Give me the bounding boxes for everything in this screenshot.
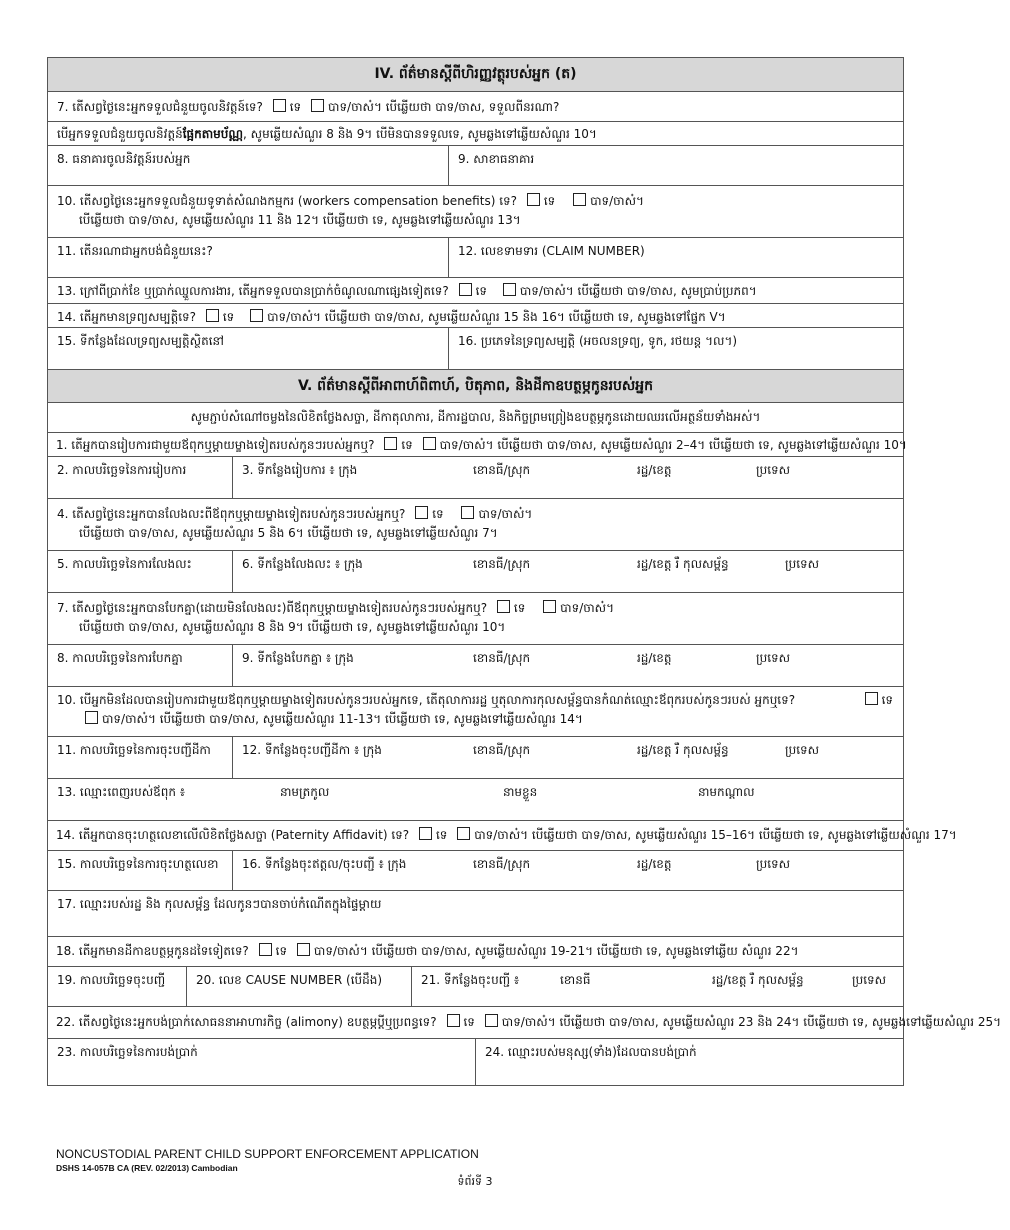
iv-q16-field[interactable] xyxy=(448,328,903,369)
v-q11-q12-row xyxy=(48,736,903,778)
v-q21-label: 21. ទីកន្លែងចុះបញ្ជី ៖ xyxy=(421,973,520,987)
iv-q11-field[interactable] xyxy=(48,238,448,277)
v-q14-row xyxy=(48,820,957,850)
iv-q14-if: បើឆ្លើយថា បាទ/ចាស, សូមឆ្លើយសំណួរ 15 និង 16។ បើឆ្លើយថា ទេ, សូមឆ្លងទៅផ្នែក V។ xyxy=(324,310,726,324)
v-q9-field[interactable] xyxy=(232,645,903,686)
v-q10-label: 10. បើអ្នកមិនដែលបានរៀបការជាមួយឪពុកឬម្ដាយម្ខាងទៀតរបស់កូនៗរបស់អ្នកទេ, តើតុលាការរដ្ឋ ឬតុលាការកុលសម្ព័ន្ធបានកំណត់ឈ្មោះឪពុករបស់កូនៗរបស់ អ្នកឬទេ? xyxy=(57,693,796,707)
no-label: ទេ xyxy=(435,828,448,842)
v-q14-yes-checkbox[interactable] xyxy=(457,827,470,840)
yes-label: បាទ/ចាស៎។ xyxy=(102,712,156,726)
v-q1-yes-checkbox[interactable] xyxy=(423,437,436,450)
v-q1-row xyxy=(48,432,907,456)
v-q4-no-checkbox[interactable] xyxy=(415,506,428,519)
v-q7-row xyxy=(48,592,903,644)
v-q24-field[interactable] xyxy=(475,1039,903,1085)
section-v-header xyxy=(48,369,903,402)
v-q6-country: ប្រទេស xyxy=(785,557,820,571)
v-q3-field[interactable] xyxy=(232,457,903,498)
iv-q7-note-row xyxy=(48,121,903,145)
yes-label: បាទ/ចាស៎។ xyxy=(474,828,529,842)
v-q15-field[interactable] xyxy=(48,851,232,890)
v-q7-label: 7. តើសព្វថ្ងៃនេះអ្នកបានបែកគ្នា(ដោយមិនលែងលះ)ពីឪពុកឬម្ដាយម្ខាងទៀតរបស់កូនៗរបស់អ្នកឬ? xyxy=(57,601,488,615)
v-q8-label: 8. កាលបរិច្ឆេទនៃការបែកគ្នា xyxy=(57,651,183,665)
iv-q14-label: 14. តើអ្នកមានទ្រព្យសម្បត្តិទេ? xyxy=(57,310,197,324)
v-q16-label: 16. ទីកន្លែងចុះឥត្ដល/ចុះបញ្ជី ៖ ក្រុង xyxy=(242,857,407,871)
section-iv-title: IV. ព័ត៌មានស្ដីពីហិរញ្ញវត្ថុរបស់អ្នក (ត) xyxy=(374,66,577,82)
iv-q7-yes-checkbox[interactable] xyxy=(311,99,324,112)
iv-q10-yes-checkbox[interactable] xyxy=(573,193,586,206)
v-q11-field[interactable] xyxy=(48,737,232,778)
v-q23-label: 23. កាលបរិច្ឆេទនៃការបង់ប្រាក់ xyxy=(57,1045,198,1059)
v-q6-label: 6. ទីកន្លែងលែងលះ ៖ ក្រុង xyxy=(242,557,363,571)
iv-q15-q16-row xyxy=(48,327,903,369)
iv-q10-if: បើឆ្លើយថា បាទ/ចាស, សូមឆ្លើយសំណួរ 11 និង 12។ បើឆ្លើយថា ទេ, សូមឆ្លងទៅឆ្លើយសំណួរ 13។ xyxy=(79,213,521,227)
v-q13-label: 13. ឈ្មោះពេញរបស់ឪពុក ៖ xyxy=(57,785,186,799)
iv-q13-row xyxy=(48,277,903,303)
iv-q7-row xyxy=(48,91,903,121)
v-q12-state-tribe: រដ្ឋ/ខេត្ត រឺ កុលសម្ព័ន្ធ xyxy=(637,743,729,757)
v-q6-state-tribe: រដ្ឋ/ខេត្ត រឺ កុលសម្ព័ន្ធ xyxy=(637,557,729,571)
yes-label: បាទ/ចាស៎។ xyxy=(560,601,615,615)
v-q3-label: 3. ទីកន្លែងរៀបការ ៖ ក្រុង xyxy=(242,463,358,477)
iv-q7-label: 7. តើសព្វថ្ងៃនេះអ្នកទទួលជំនួយចូលនិវត្តន៍ទេ? xyxy=(57,100,263,114)
v-q13-middle-name: នាមកណ្ដាល xyxy=(698,785,755,799)
yes-label: បាទ/ចាស៎។ xyxy=(267,310,321,324)
yes-label: បាទ/ចាស៎។ xyxy=(501,1015,556,1029)
v-q9-state: រដ្ឋ/ខេត្ត xyxy=(637,651,672,665)
v-q10-no-checkbox[interactable] xyxy=(865,692,878,705)
no-label: ទេ xyxy=(401,438,413,452)
v-q17-field[interactable] xyxy=(48,891,903,936)
v-q8-field[interactable] xyxy=(48,645,232,686)
iv-q13-no-checkbox[interactable] xyxy=(459,283,472,296)
v-q9-label: 9. ទីកន្លែងបែកគ្នា ៖ ក្រុង xyxy=(242,651,354,665)
v-q19-label: 19. កាលបរិច្ឆេទចុះបញ្ជី xyxy=(57,973,166,987)
form-title: NONCUSTODIAL PARENT CHILD SUPPORT ENFORCEMENT APPLICATION xyxy=(56,1147,479,1161)
v-q22-if: បើឆ្លើយថា បាទ/ចាស, សូមឆ្លើយសំណួរ 23 និង 24។ បើឆ្លើយថា ទេ, សូមឆ្លងទៅឆ្លើយសំណួរ 25។ xyxy=(559,1015,1002,1029)
yes-label: បាទ/ចាស៎។ xyxy=(328,100,382,114)
v-q3-country: ប្រទេស xyxy=(756,463,791,477)
v-q22-yes-checkbox[interactable] xyxy=(485,1014,498,1027)
yes-label: បាទ/ចាស៎។ xyxy=(313,944,368,958)
v-q16-field[interactable] xyxy=(232,851,903,890)
v-q13-last-name: នាមត្រកូល xyxy=(280,785,330,799)
v-q15-q16-row xyxy=(48,850,903,890)
v-q10-row xyxy=(48,686,903,736)
v-q19-field[interactable] xyxy=(48,967,186,1006)
v-q2-label: 2. កាលបរិច្ឆេទនៃការរៀបការ xyxy=(57,463,187,477)
v-q6-field[interactable] xyxy=(232,551,903,592)
v-q24-label: 24. ឈ្មោះរបស់មនុស្ស(ទាំង)ដែលបានបង់ប្រាក់ xyxy=(485,1045,697,1059)
v-q5-label: 5. កាលបរិច្ឆេទនៃការលែងលះ xyxy=(57,557,192,571)
iv-q9-label: 9. សាខាធនាគារ xyxy=(458,152,535,166)
iv-q7-no-checkbox[interactable] xyxy=(273,99,286,112)
v-q13-field[interactable] xyxy=(48,779,903,820)
iv-q13-yes-checkbox[interactable] xyxy=(503,283,516,296)
v-q4-yes-checkbox[interactable] xyxy=(461,506,474,519)
iv-q10-label: 10. តើសព្វថ្ងៃនេះអ្នកទទួលជំនួយទូទាត់សំណងកម្មករ (workers compensation benefits) ទេ? xyxy=(57,194,517,208)
v-q20-field[interactable] xyxy=(186,967,411,1006)
section-v-title: V. ព័ត៌មានស្ដីពីអាពាហ៍ពិពាហ៍, បិតុភាព, និងដីកាឧបត្ថម្ភកូនរបស់អ្នក xyxy=(297,377,654,394)
v-q12-field[interactable] xyxy=(232,737,903,778)
v-q3-county: ខោនធី/ស្រុក xyxy=(473,463,531,477)
v-q20-label: 20. លេខ CAUSE NUMBER (បើដឹង) xyxy=(196,973,383,987)
v-q18-yes-checkbox[interactable] xyxy=(297,943,310,956)
v-q12-label: 12. ទីកន្លែងចុះបញ្ជីដីកា ៖ ក្រុង xyxy=(242,743,382,757)
iv-q8-field[interactable] xyxy=(48,146,448,185)
iv-q11-label: 11. តើនរណាជាអ្នកបង់ជំនួយនេះ? xyxy=(57,244,213,258)
iv-q11-q12-row xyxy=(48,237,903,277)
v-q13-first-name: នាមខ្លួន xyxy=(503,785,538,799)
v-q22-label: 22. តើសព្វថ្ងៃនេះអ្នកបង់ប្រាក់សោធននាអាហារកិច្ច (alimony) ឧបត្ថម្ភប្ដីឬប្រពន្ធទេ? xyxy=(56,1015,437,1029)
v-q22-row xyxy=(48,1006,1002,1038)
v-q3-state: រដ្ឋ/ខេត្ត xyxy=(637,463,672,477)
v-q18-label: 18. តើអ្នកមានដីកាឧបត្ថម្ភកូនដទៃទៀតទេ? xyxy=(56,944,249,958)
iv-q14-row xyxy=(48,303,903,327)
v-q4-row xyxy=(48,498,903,550)
no-label: ទេ xyxy=(275,944,288,958)
form-table xyxy=(47,57,1002,1086)
v-q4-label: 4. តើសព្វថ្ងៃនេះអ្នកបានលែងលះពីឪពុកឬម្ដាយម្ខាងទៀតរបស់កូនៗរបស់អ្នកឬ? xyxy=(57,507,406,521)
v-q11-label: 11. កាលបរិច្ឆេទនៃការចុះបញ្ជីដីកា xyxy=(57,743,211,757)
v-q5-field[interactable] xyxy=(48,551,232,592)
v-q1-label: 1. តើអ្នកបានរៀបការជាមួយឪពុកឬម្ដាយម្ខាងទៀតរបស់កូនៗរបស់អ្នកឬ? xyxy=(56,438,375,452)
yes-label: បាទ/ចាស៎។ xyxy=(478,507,533,521)
no-label: ទេ xyxy=(463,1015,475,1029)
iv-q16-label: 16. ប្រភេទនៃទ្រព្យសម្បត្តិ (អចលនទ្រព្យ, ទូក, រថយន្ត ។ល។) xyxy=(458,334,738,348)
v-q2-field[interactable] xyxy=(48,457,232,498)
v-q5-q6-row xyxy=(48,550,903,592)
v-q17-row xyxy=(48,890,903,936)
no-label: ទេ xyxy=(289,100,302,114)
iv-q12-field[interactable] xyxy=(448,238,903,277)
v-q1-if: បើឆ្លើយថា បាទ/ចាស, សូមឆ្លើយសំណួរ 2–4។ បើឆ្លើយថា ទេ, សូមឆ្លងទៅឆ្លើយសំណួរ 10។ xyxy=(497,438,907,452)
page-number: ទំព័រទី 3 xyxy=(457,1175,493,1188)
iv-q7-note-b: , សូមឆ្លើយសំណួរ 8 និង 9។ បើមិនបានទទួលទេ, សូមឆ្លងទៅឆ្លើយសំណួរ 10។ xyxy=(243,127,597,141)
iv-q10-no-checkbox[interactable] xyxy=(527,193,540,206)
iv-q8-q9-row xyxy=(48,145,903,185)
no-label: ទេ xyxy=(543,194,556,208)
v-q12-country: ប្រទេស xyxy=(785,743,820,757)
v-q7-if: បើឆ្លើយថា បាទ/ចាស, សូមឆ្លើយសំណួរ 8 និង 9។ បើឆ្លើយថា ទេ, សូមឆ្លងទៅឆ្លើយសំណួរ 10។ xyxy=(79,620,506,634)
iv-q7-if: បើឆ្លើយថា បាទ/ចាស, ទទួលពីនរណា? xyxy=(385,100,560,114)
no-label: ទេ xyxy=(222,310,235,324)
v-q12-county: ខោនធី/ស្រុក xyxy=(473,743,531,757)
v-q23-field[interactable] xyxy=(48,1039,475,1085)
footer xyxy=(56,1147,479,1173)
iv-q15-label: 15. ទីកន្លែងដែលទ្រព្យសម្បត្តិស្ថិតនៅ xyxy=(57,334,224,348)
v-q21-state-tribe: រដ្ឋ/ខេត្ត រឺ កុលសម្ព័ន្ធ xyxy=(712,973,804,987)
v-q6-county: ខោនធី/ស្រុក xyxy=(473,557,531,571)
iv-q12-label: 12. លេខទាមទារ (CLAIM NUMBER) xyxy=(458,244,645,258)
iv-q7-note-a: បើអ្នកទទួលជំនួយចូលនិវត្តន៍ xyxy=(57,127,183,141)
v-q21-field[interactable] xyxy=(411,967,903,1006)
v-q10-if: បើឆ្លើយថា បាទ/ចាស, សូមឆ្លើយសំណួរ 11-13។ បើឆ្លើយថា ទេ, សូមឆ្លងទៅឆ្លើយសំណួរ 14។ xyxy=(159,712,583,726)
v-q21-country: ប្រទេស xyxy=(852,973,887,987)
yes-label: បាទ/ចាស៎។ xyxy=(439,438,494,452)
v-q1-no-checkbox[interactable] xyxy=(384,437,397,450)
v-q16-county: ខោនធី/ស្រុក xyxy=(473,857,531,871)
v-q16-state: រដ្ឋ/ខេត្ត xyxy=(637,857,672,871)
v-q14-if: បើឆ្លើយថា បាទ/ចាស, សូមឆ្លើយសំណួរ 15–16។ បើឆ្លើយថា ទេ, សូមឆ្លងទៅឆ្លើយសំណួរ 17។ xyxy=(531,828,957,842)
v-q21-county: ខោនធី xyxy=(560,973,591,987)
yes-label: បាទ/ចាស៎។ xyxy=(590,194,644,208)
v-q9-county: ខោនធី/ស្រុក xyxy=(473,651,531,665)
v-q15-label: 15. កាលបរិច្ឆេទនៃការចុះហត្ថលេខា xyxy=(57,857,219,871)
v-q19-q21-row xyxy=(48,966,903,1006)
v-q18-no-checkbox[interactable] xyxy=(259,943,272,956)
iv-q9-field[interactable] xyxy=(448,146,903,185)
v-q4-if: បើឆ្លើយថា បាទ/ចាស, សូមឆ្លើយសំណួរ 5 និង 6។ បើឆ្លើយថា ទេ, សូមឆ្លងទៅឆ្លើយសំណួរ 7។ xyxy=(79,526,498,540)
no-label: ទេ xyxy=(513,601,526,615)
section-v-intro-row xyxy=(48,402,903,432)
no-label: ទេ xyxy=(881,693,893,707)
form-code: DSHS 14-057B CA (REV. 02/2013) Cambodian xyxy=(56,1163,238,1173)
v-q18-if: បើឆ្លើយថា បាទ/ចាស, សូមឆ្លើយសំណួរ 19-21។ បើឆ្លើយថា ទេ, សូមឆ្លងទៅឆ្លើយ សំណួរ 22។ xyxy=(371,944,799,958)
iv-q14-no-checkbox[interactable] xyxy=(206,309,219,322)
section-iv-header xyxy=(48,58,903,91)
v-q10-yes-checkbox[interactable] xyxy=(85,711,98,724)
section-v-intro: សូមភ្ជាប់សំណៅចម្លងនៃលិខិតថ្លែងសច្ចា, ដីកាតុលាការ, ដីការដ្ឋបាល, និងកិច្ចព្រមព្រៀងឧបត្ថម្ភកូនដោយឈរលើអត្ថន័យទាំងអស់។ xyxy=(190,410,761,424)
v-q16-country: ប្រទេស xyxy=(756,857,791,871)
v-q7-yes-checkbox[interactable] xyxy=(543,600,556,613)
no-label: ទេ xyxy=(475,284,488,298)
v-q14-label: 14. តើអ្នកបានចុះហត្ថលេខាលើលិខិតថ្លែងសច្ចា (Paternity Affidavit) ទេ? xyxy=(56,828,410,842)
iv-q13-label: 13. ក្រៅពីប្រាក់ខែ ឬប្រាក់ឈ្នួលការងារ, តើអ្នកទទួលបានប្រាក់ចំណូលណាផ្សេងទៀតទេ? xyxy=(57,284,449,298)
iv-q14-yes-checkbox[interactable] xyxy=(250,309,263,322)
v-q17-label: 17. ឈ្មោះរបស់រដ្ឋ និង កុលសម្ព័ន្ធ ដែលកូនៗបានចាប់កំណើតក្នុងផ្ទៃម្ដាយ xyxy=(57,897,382,911)
v-q22-no-checkbox[interactable] xyxy=(447,1014,460,1027)
v-q18-row xyxy=(48,936,903,966)
iv-q10-row xyxy=(48,185,903,237)
v-q14-no-checkbox[interactable] xyxy=(419,827,432,840)
v-q7-no-checkbox[interactable] xyxy=(497,600,510,613)
yes-label: បាទ/ចាស៎។ xyxy=(519,284,574,298)
iv-q13-if: បើឆ្លើយថា បាទ/ចាស, សូមប្រាប់ប្រភព។ xyxy=(577,284,757,298)
v-q13-row xyxy=(48,778,903,820)
iv-q15-field[interactable] xyxy=(48,328,448,369)
v-q23-q24-row xyxy=(48,1038,903,1085)
v-q9-country: ប្រទេស xyxy=(756,651,791,665)
iv-q8-label: 8. ធនាគារចូលនិវត្តន៍របស់អ្នក xyxy=(57,152,191,166)
no-label: ទេ xyxy=(432,507,444,521)
iv-q7-note-bold: ផ្អែកតាមប័ណ្ណ xyxy=(182,127,244,141)
v-q2-q3-row xyxy=(48,456,903,498)
v-q8-q9-row xyxy=(48,644,903,686)
